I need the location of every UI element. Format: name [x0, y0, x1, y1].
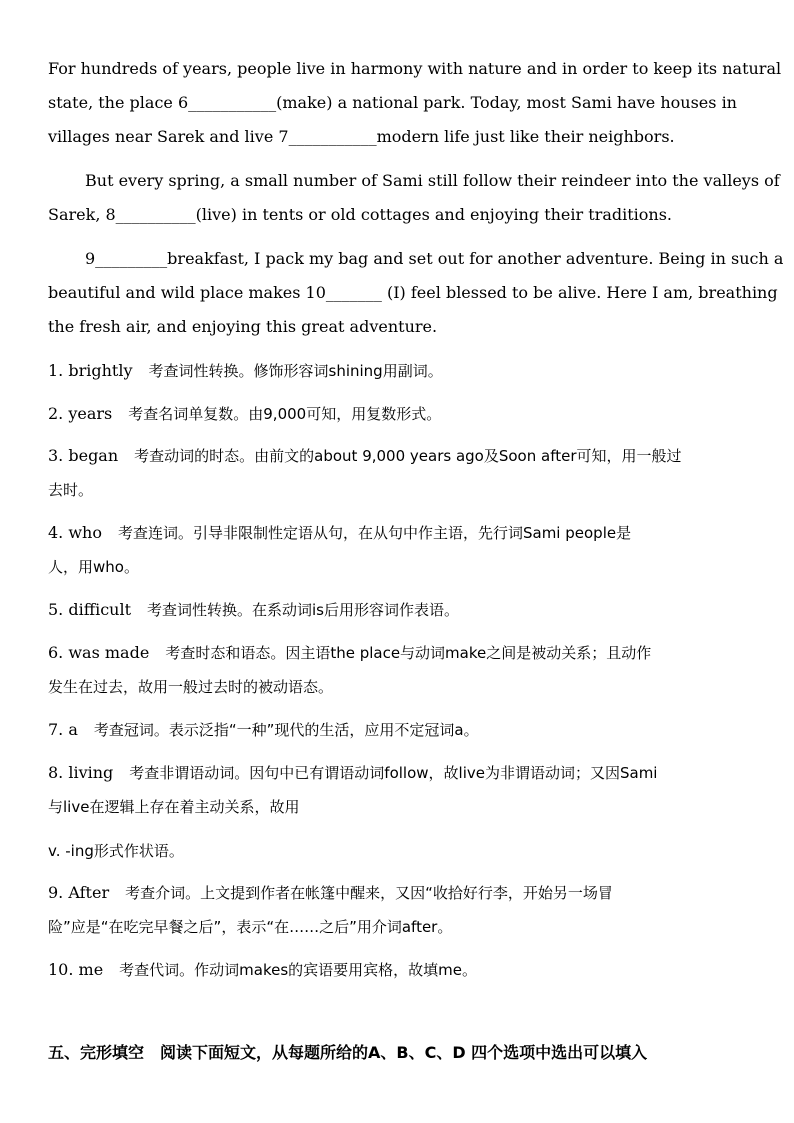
answer-explanation: 考查代词。作动词makes的宾语要用宾格，故填me。 — [119, 961, 478, 979]
text-line: villages near Sarek and live 7___________modern life just like their neighbors. — [48, 127, 675, 146]
answer-explanation-cont: 与live在逻辑上存在着主动关系，故用 — [48, 798, 300, 816]
answer-key: 7. a — [48, 720, 78, 739]
text-line: Sarek, 8__________(live) in tents or old cottages and enjoying their traditions. — [48, 205, 672, 224]
answer-key: 4. who — [48, 523, 102, 542]
answer-item-10 — [48, 953, 748, 987]
text-line: the fresh air, and enjoying this great adventure. — [48, 317, 438, 336]
answer-key: 10. me — [48, 960, 104, 979]
answer-explanation-cont: 去时。 — [48, 481, 94, 499]
answer-explanation: 考查名词单复数。由9,000可知，用复数形式。 — [128, 405, 442, 423]
answer-item-5 — [48, 593, 748, 627]
answer-key: 8. living — [48, 763, 114, 782]
answer-item-9 — [48, 876, 748, 944]
answer-item-2 — [48, 397, 748, 431]
passage-paragraph-2 — [48, 164, 780, 232]
answer-explanation-cont: 人，用who。 — [48, 558, 139, 576]
answer-item-6 — [48, 636, 748, 704]
answer-key: 6. was made — [48, 643, 150, 662]
answer-explanation: 考查时态和语态。因主语the place与动词make之间是被动关系；且动作 — [165, 644, 652, 662]
answer-explanation: 考查非谓语动词。因句中已有谓语动词follow，故live为非谓语动词；又因Sami — [129, 764, 658, 782]
text-line: beautiful and wild place makes 10_______ (I) feel blessed to be alive. Here I am, breathing — [48, 283, 778, 302]
answer-explanation: 考查动词的时态。由前文的about 9,000 years ago及Soon after可知，用一般过 — [134, 447, 682, 465]
answer-item-3 — [48, 439, 748, 507]
answer-key: 5. difficult — [48, 600, 132, 619]
answer-explanation-cont: v. -ing形式作状语。 — [48, 842, 184, 860]
passage-paragraph-1 — [48, 52, 782, 154]
answer-explanation: 考查词性转换。在系动词is后用形容词作表语。 — [147, 601, 460, 619]
answer-item-4 — [48, 516, 748, 584]
text-line: For hundreds of years, people live in harmony with nature and in order to keep its natural — [48, 59, 782, 78]
text-line: 9_________breakfast, I pack my bag and set out for another adventure. Being in such a — [85, 249, 784, 268]
answer-explanation-cont: 发生在过去，故用一般过去时的被动语态。 — [48, 678, 334, 696]
answer-explanation: 考查词性转换。修饰形容词shining用副词。 — [148, 362, 443, 380]
answer-explanation: 考查连词。引导非限制性定语从句，在从句中作主语，先行词Sami people是 — [117, 524, 632, 542]
answer-item-7 — [48, 713, 748, 747]
answer-item-8 — [48, 756, 748, 868]
answer-explanation: 考查介词。上文提到作者在帐篷中醒来，又因“收拾好行李，开始另一场冒 — [125, 884, 613, 902]
answer-key: 3. began — [48, 446, 119, 465]
passage-paragraph-3 — [48, 242, 784, 344]
answer-explanation: 考查冠词。表示泛指“一种”现代的生活，应用不定冠词a。 — [93, 721, 479, 739]
text-line: But every spring, a small number of Sami still follow their reindeer into the valleys of — [85, 171, 780, 190]
answer-key: 1. brightly — [48, 361, 133, 380]
answer-key: 2. years — [48, 404, 113, 423]
answer-item-1 — [48, 354, 748, 388]
text-line: state, the place 6___________(make) a national park. Today, most Sami have houses in — [48, 93, 737, 112]
answer-explanation-cont: 险”应是“在吃完早餐之后”，表示“在……之后”用介词after。 — [48, 918, 453, 936]
answer-key: 9. After — [48, 883, 110, 902]
section-heading: 五、完形填空 阅读下面短文，从每题所给的A、B、C、D 四个选项中选出可以填入 — [48, 1043, 648, 1062]
